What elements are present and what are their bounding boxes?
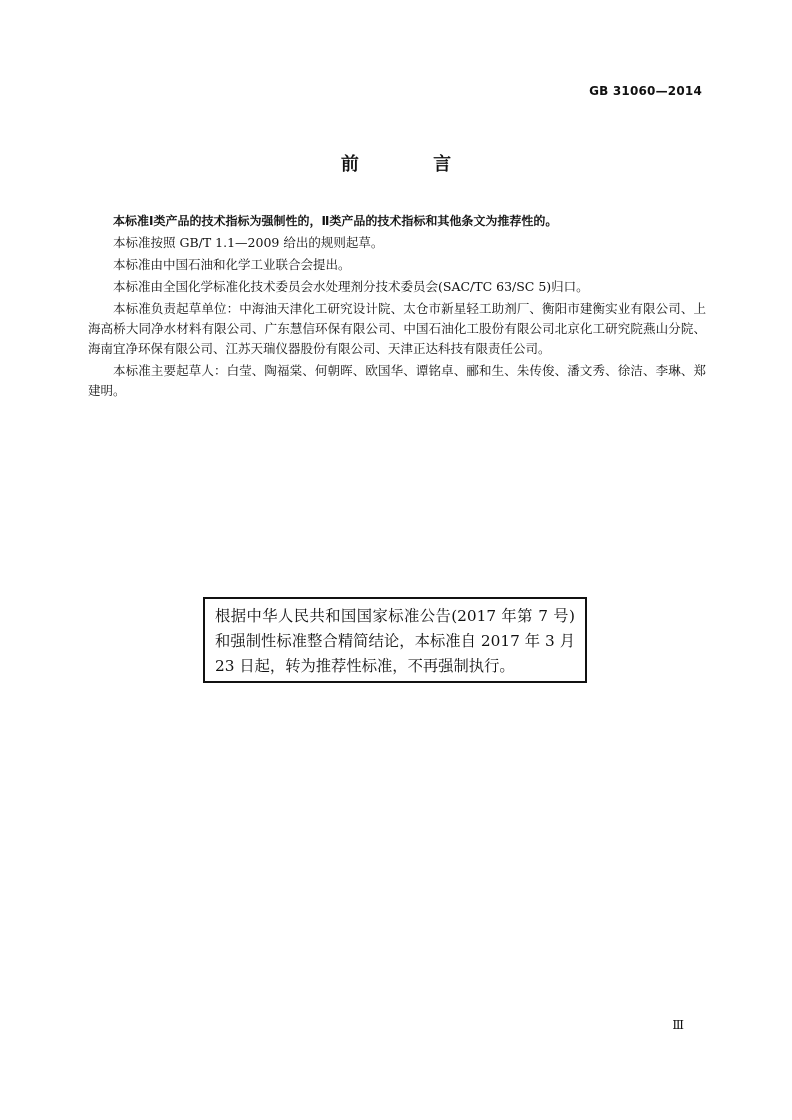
paragraph-mandatory-statement: 本标准Ⅰ类产品的技术指标为强制性的，Ⅱ类产品的技术指标和其他条文为推荐性的。 <box>113 214 558 228</box>
paragraph-proposer: 本标准由中国石油和化学工业联合会提出。 <box>113 257 351 272</box>
paragraph-drafting-rules: 本标准按照 GB/T 1.1—2009 给出的规则起草。 <box>113 235 384 250</box>
foreword-body <box>88 211 706 403</box>
standard-code: GB 31060—2014 <box>589 84 702 98</box>
paragraph-main-drafters: 本标准主要起草人：白莹、陶福棠、何朝晖、欧国华、谭铭卓、郦和生、朱传俊、潘文秀、徐洁、李琳、郑建明。 <box>88 363 706 398</box>
status-notice-box: 根据中华人民共和国国家标准公告(2017 年第 7 号)和强制性标准整合精简结论，本标准自 2017 年 3 月 23 日起，转为推荐性标准，不再强制执行。 <box>203 597 587 683</box>
paragraph-technical-committee: 本标准由全国化学标准化技术委员会水处理剂分技术委员会(SAC/TC 63/SC 5)归口。 <box>113 279 589 294</box>
page-title: 前 言 <box>340 154 486 175</box>
page-number: Ⅲ <box>672 1018 684 1032</box>
paragraph-drafting-organizations: 本标准负责起草单位：中海油天津化工研究设计院、太仓市新星轻工助剂厂、衡阳市建衡实业有限公司、上海高桥大同净水材料有限公司、广东慧信环保有限公司、中国石油化工股份有限公司北京化工研究院燕山分院、海南宜净环保有限公司、江苏天瑞仪器股份有限公司、天津正达科技有限责任公司。 <box>88 301 706 356</box>
